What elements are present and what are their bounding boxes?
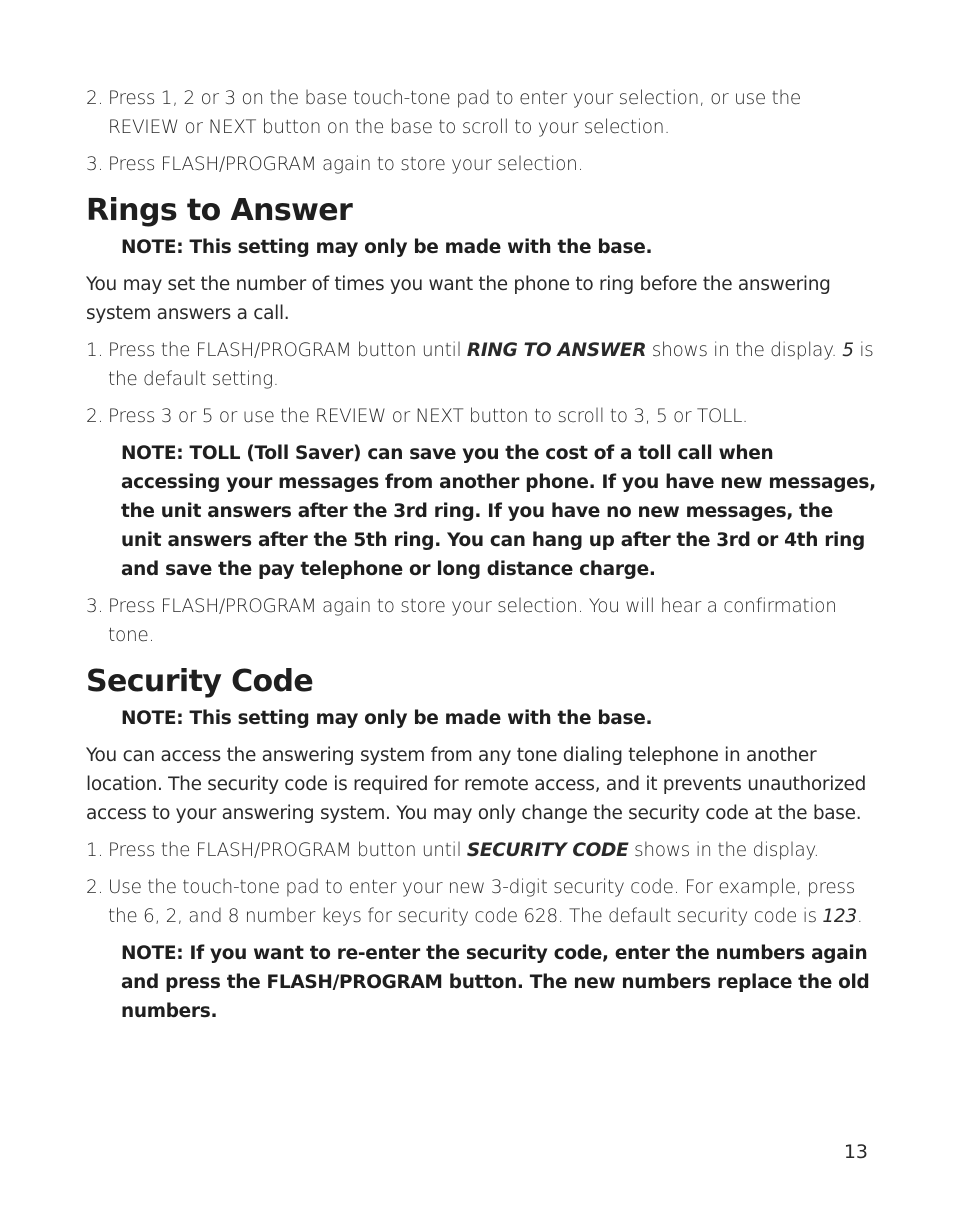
rings-to-answer-heading: Rings to Answer: [86, 193, 353, 228]
step-number: 1.: [86, 840, 104, 861]
step-text-after: .: [856, 906, 863, 927]
security-note-reenter: NOTE: If you want to re-enter the security code, enter the numbers again and press the FLASH/PROGRAM button. The new numbers replace the old numbers.: [121, 943, 870, 1022]
rings-step-3: [86, 592, 876, 650]
step-text-after: is the default setting.: [108, 340, 874, 390]
security-intro: You can access the answering system from any tone dialing telephone in another location. The security code is required for remote access, and it prevents unauthorized access to your answering system. You may only change the security code at the base.: [86, 745, 867, 824]
step-number: 2.: [86, 88, 104, 109]
intro-step-3: [86, 150, 876, 179]
rings-note-toll: NOTE: TOLL (Toll Saver) can save you the cost of a toll call when accessing your messages from another phone. If you have new messages, the unit answers after the 3rd ring. If you have no new messages, the unit answers after the 5th ring. You can hang up after the 3rd or 4th ring and save the pay telephone or long distance charge.: [121, 443, 876, 580]
step-text: Press FLASH/PROGRAM again to store your selection. You will hear a confirmation tone.: [108, 596, 837, 646]
display-text-security-code: SECURITY CODE: [466, 840, 629, 861]
security-code-heading: Security Code: [86, 664, 314, 699]
step-text: Press 3 or 5 or use the REVIEW or NEXT button to scroll to 3, 5 or TOLL.: [108, 406, 748, 427]
step-text-before: Use the touch-tone pad to enter your new 3-digit security code. For example, press the 6, 2, and 8 number keys for security code 628. The default security code is: [108, 877, 856, 927]
rings-intro: You may set the number of times you want the phone to ring before the answering system answers a call.: [86, 274, 831, 324]
default-value: 5: [842, 340, 854, 361]
step-text: Press 1, 2 or 3 on the base touch-tone pad to enter your selection, or use the REVIEW or NEXT button on the base to scroll to your selection.: [108, 88, 801, 138]
step-number: 1.: [86, 340, 104, 361]
security-step-1: [86, 836, 876, 865]
rings-step-1: [86, 336, 876, 394]
step-number: 2.: [86, 406, 104, 427]
intro-step-2: [86, 84, 876, 142]
rings-step-2: [86, 402, 876, 431]
step-number: 2.: [86, 877, 104, 898]
security-step-2: [86, 873, 876, 931]
step-text-after: shows in the display.: [628, 840, 819, 861]
page-content: [86, 84, 876, 1034]
step-text-before: Press the FLASH/PROGRAM button until: [108, 340, 467, 361]
default-security-code: 123: [822, 906, 857, 927]
step-text-before: Press the FLASH/PROGRAM button until: [108, 840, 467, 861]
display-text-ring-to-answer: RING TO ANSWER: [466, 340, 647, 361]
security-note-base-only: NOTE: This setting may only be made with the base.: [121, 708, 653, 729]
page-number: 13: [843, 1141, 868, 1163]
step-number: 3.: [86, 596, 104, 617]
step-text: Press FLASH/PROGRAM again to store your selection.: [108, 154, 584, 175]
step-text-middle: shows in the display.: [646, 340, 843, 361]
rings-note-base-only: NOTE: This setting may only be made with the base.: [121, 237, 653, 258]
step-number: 3.: [86, 154, 104, 175]
